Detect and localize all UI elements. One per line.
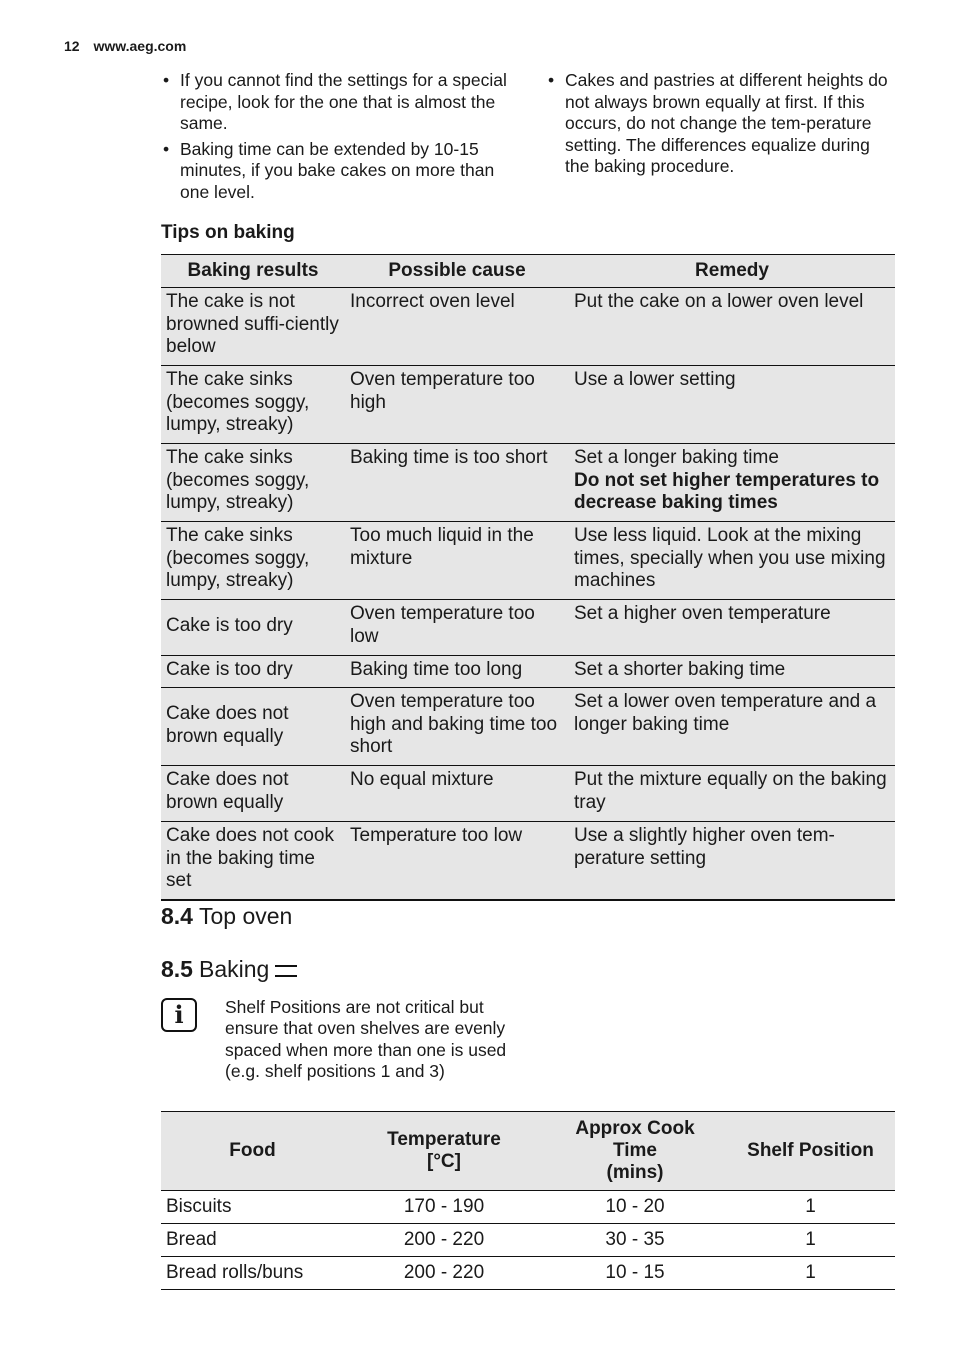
remedy-text: Put the mixture equally on the baking tray: [574, 769, 887, 813]
info-icon: i: [161, 998, 197, 1032]
column-header: Baking results: [161, 255, 345, 288]
result-cell: Cake does not brown equally: [161, 766, 345, 822]
section-heading-baking: [161, 956, 297, 983]
cause-cell: Oven temperature too high: [345, 366, 569, 444]
time-cell: 10 - 20: [544, 1191, 726, 1224]
cause-cell: Baking time too long: [345, 656, 569, 688]
table-row: [161, 288, 895, 366]
result-cell: The cake sinks (becomes soggy, lumpy, streaky): [161, 444, 345, 522]
result-cell: The cake sinks (becomes soggy, lumpy, streaky): [161, 522, 345, 600]
time-cell: 10 - 15: [544, 1257, 726, 1290]
cause-cell: Baking time is too short: [345, 444, 569, 522]
table-row: [161, 766, 895, 822]
remedy-warning: Do not set higher temperatures to decrease baking times: [574, 469, 880, 513]
website-url[interactable]: www.aeg.com: [93, 38, 187, 54]
intro-column-right: [545, 70, 895, 182]
temperature-cell: 200 - 220: [344, 1257, 544, 1290]
column-header: Shelf Position: [726, 1112, 895, 1191]
section-title: Top oven: [198, 903, 293, 929]
shelf-cell: 1: [726, 1191, 895, 1224]
result-cell: Cake is too dry: [161, 656, 345, 688]
remedy-cell: [569, 600, 895, 656]
shelf-cell: 1: [726, 1224, 895, 1257]
remedy-cell: [569, 288, 895, 366]
result-cell: Cake does not brown equally: [161, 688, 345, 766]
table-row: [161, 600, 895, 656]
cause-cell: Temperature too low: [345, 822, 569, 900]
table-header-row: [161, 1112, 895, 1191]
table-row: [161, 366, 895, 444]
header-line: Approx Cook: [575, 1118, 695, 1139]
cause-cell: Oven temperature too high and baking time too short: [345, 688, 569, 766]
page-number: 12: [64, 38, 80, 54]
bullet-item: • Baking time can be extended by 10-15 minutes, if you bake cakes on more than one level.: [160, 139, 515, 204]
time-cell: 30 - 35: [544, 1224, 726, 1257]
column-header: [544, 1112, 726, 1191]
remedy-text: Use a slightly higher oven tem-perature setting: [574, 825, 835, 869]
baking-table: [161, 1111, 895, 1290]
remedy-cell: [569, 766, 895, 822]
temperature-cell: 200 - 220: [344, 1224, 544, 1257]
column-header: Possible cause: [345, 255, 569, 288]
cause-cell: Too much liquid in the mixture: [345, 522, 569, 600]
table-row: [161, 656, 895, 688]
table-header-row: [161, 255, 895, 288]
result-cell: Cake is too dry: [161, 600, 345, 656]
table-row: [161, 522, 895, 600]
header-line: Time: [612, 1140, 657, 1161]
bullet-item: • Cakes and pastries at different heights do not always brown equally at first. If this occurs, do not change the tem-perature setting. The differences equalize during the baking procedure.: [545, 70, 895, 178]
remedy-text: Put the cake on a lower oven level: [574, 291, 864, 312]
column-header: Remedy: [569, 255, 895, 288]
shelf-cell: 1: [726, 1257, 895, 1290]
remedy-cell: [569, 522, 895, 600]
table-row: [161, 688, 895, 766]
baking-top-bottom-heat-icon: [275, 965, 297, 977]
tips-title: Tips on baking: [161, 222, 295, 243]
result-cell: The cake sinks (becomes soggy, lumpy, streaky): [161, 366, 345, 444]
table-row: [161, 822, 895, 900]
result-cell: The cake is not browned suffi-ciently below: [161, 288, 345, 366]
remedy-text: Use less liquid. Look at the mixing times, specially when you use mixing machines: [574, 525, 886, 591]
cause-cell: No equal mixture: [345, 766, 569, 822]
remedy-cell: [569, 656, 895, 688]
result-cell: Cake does not cook in the baking time set: [161, 822, 345, 900]
section-number: 8.5: [161, 956, 193, 982]
remedy-cell: [569, 366, 895, 444]
remedy-cell: [569, 444, 895, 522]
remedy-text: Set a higher oven temperature: [574, 603, 831, 624]
remedy-cell: [569, 822, 895, 900]
food-cell: Biscuits: [161, 1191, 344, 1224]
table-row: [161, 1191, 895, 1224]
table-row: [161, 1257, 895, 1290]
cause-cell: Oven temperature too low: [345, 600, 569, 656]
bullet-item: • If you cannot find the settings for a special recipe, look for the one that is almost the same.: [160, 70, 515, 135]
section-title: Baking: [198, 956, 270, 982]
page-header: [64, 38, 186, 54]
remedy-text: Set a shorter baking time: [574, 659, 786, 680]
info-note-text: Shelf Positions are not critical but ensure that oven shelves are evenly spaced when more than one is used (e.g. shelf positions 1 and 3): [225, 997, 507, 1081]
intro-column-left: [160, 70, 515, 207]
header-line: (mins): [606, 1162, 664, 1183]
food-cell: Bread: [161, 1224, 344, 1257]
remedy-text: Set a longer baking time: [574, 447, 779, 468]
remedy-cell: [569, 688, 895, 766]
tips-table: [161, 254, 895, 901]
table-row: [161, 1224, 895, 1257]
cause-cell: Incorrect oven level: [345, 288, 569, 366]
table-row: [161, 444, 895, 522]
temperature-cell: 170 - 190: [344, 1191, 544, 1224]
remedy-text: Use a lower setting: [574, 369, 736, 390]
header-line: [°C]: [427, 1151, 461, 1172]
section-number: 8.4: [161, 903, 193, 929]
remedy-text: Set a lower oven temperature and a longer baking time: [574, 691, 877, 735]
food-cell: Bread rolls/buns: [161, 1257, 344, 1290]
section-heading-top-oven: [161, 903, 292, 930]
column-header: [344, 1112, 544, 1191]
column-header: Food: [161, 1112, 344, 1191]
header-line: Temperature: [387, 1129, 501, 1150]
